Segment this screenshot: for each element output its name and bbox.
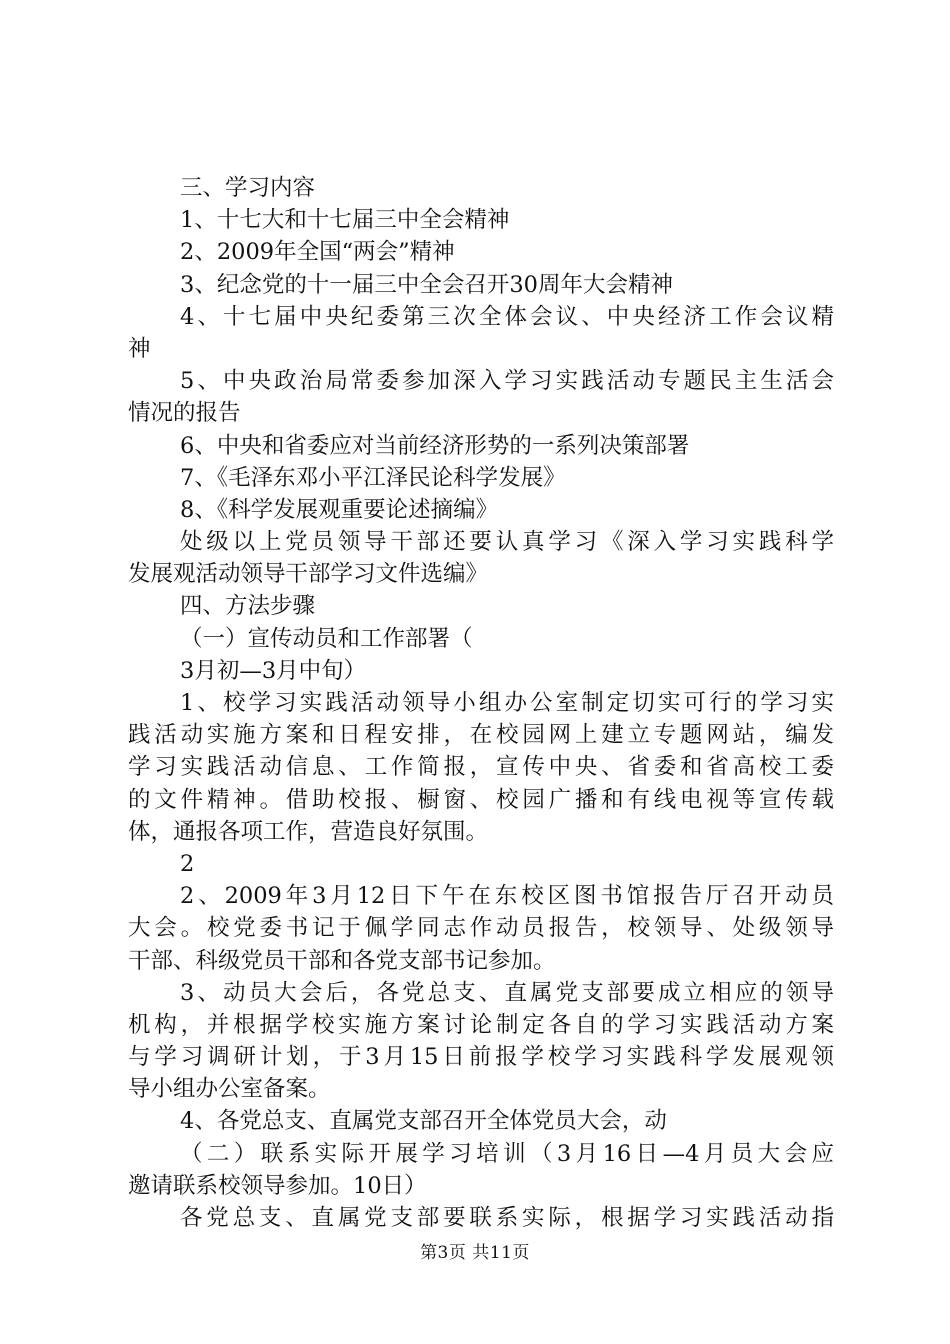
paragraph-line: 7、《毛泽东邓小平江泽民论科学发展》	[180, 464, 566, 491]
paragraph-line: 三、学习内容	[180, 175, 316, 201]
paragraph-line: 邀请联系校领导参加。10日）	[128, 1172, 427, 1199]
paragraph-line: 4、十七届中央纪委第三次全体会议、中央经济工作会议精	[180, 303, 834, 330]
paragraph-line: （一）宣传动员和工作部署（	[180, 625, 473, 652]
paragraph-line: 处级以上党员领导干部还要认真学习《深入学习实践科学	[180, 529, 834, 556]
paragraph-line: 神	[128, 335, 151, 362]
paragraph-line: 践活动实施方案和日程安排，在校园网上建立专题网站，编发	[128, 722, 834, 749]
paragraph-line: （二）联系实际开展学习培训（3月16日—4月员大会应	[180, 1140, 834, 1167]
paragraph-line: 学习实践活动信息、工作简报，宣传中央、省委和省高校工委	[128, 754, 834, 781]
paragraph-line: 体，通报各项工作，营造良好氛围。	[128, 818, 489, 845]
document-body	[128, 172, 834, 1234]
paragraph-line: 4、各党总支、直属党支部召开全体党员大会，动	[180, 1108, 667, 1135]
paragraph-line: 3月初—3月中旬）	[180, 657, 367, 684]
paragraph-line: 导小组办公室备案。	[128, 1076, 331, 1103]
paragraph-line: 与学习调研计划，于3月15日前报学校学习实践科学发展观领	[128, 1044, 834, 1071]
paragraph-line: 3、纪念党的十一届三中全会召开30周年大会精神	[180, 271, 673, 298]
paragraph-line: 1、校学习实践活动领导小组办公室制定切实可行的学习实	[180, 690, 834, 716]
paragraph-line: 各党总支、直属党支部要联系实际，根据学习实践活动指	[180, 1205, 834, 1231]
paragraph-line: 情况的报告	[128, 400, 241, 427]
paragraph-line: 大会。校党委书记于佩学同志作动员报告，校领导、处级领导	[128, 915, 834, 942]
paragraph-line: 的文件精神。借助校报、橱窗、校园广播和有线电视等宣传载	[128, 786, 834, 813]
page-footer: 第3页 共11页	[420, 1243, 530, 1263]
paragraph-line: 2、2009年3月12日下午在东校区图书馆报告厅召开动员	[180, 883, 834, 910]
paragraph-line: 机构，并根据学校实施方案讨论制定各自的学习实践活动方案	[128, 1011, 834, 1038]
paragraph-line: 四、方法步骤	[180, 593, 316, 620]
paragraph-line: 发展观活动领导干部学习文件选编》	[128, 561, 489, 588]
paragraph-line: 干部、科级党员干部和各党支部书记参加。	[128, 947, 556, 974]
paragraph-line: 3、动员大会后，各党总支、直属党支部要成立相应的领导	[180, 979, 834, 1006]
paragraph-line: 5、中央政治局常委参加深入学习实践活动专题民主生活会	[180, 368, 834, 395]
paragraph-line: 2	[180, 850, 195, 877]
paragraph-line: 8、《科学发展观重要论述摘编》	[180, 496, 499, 523]
paragraph-line: 6、中央和省委应对当前经济形势的一系列决策部署	[180, 432, 690, 459]
paragraph-line: 2、2009年全国“两会”精神	[180, 239, 455, 266]
paragraph-line: 1、十七大和十七届三中全会精神	[180, 207, 510, 234]
